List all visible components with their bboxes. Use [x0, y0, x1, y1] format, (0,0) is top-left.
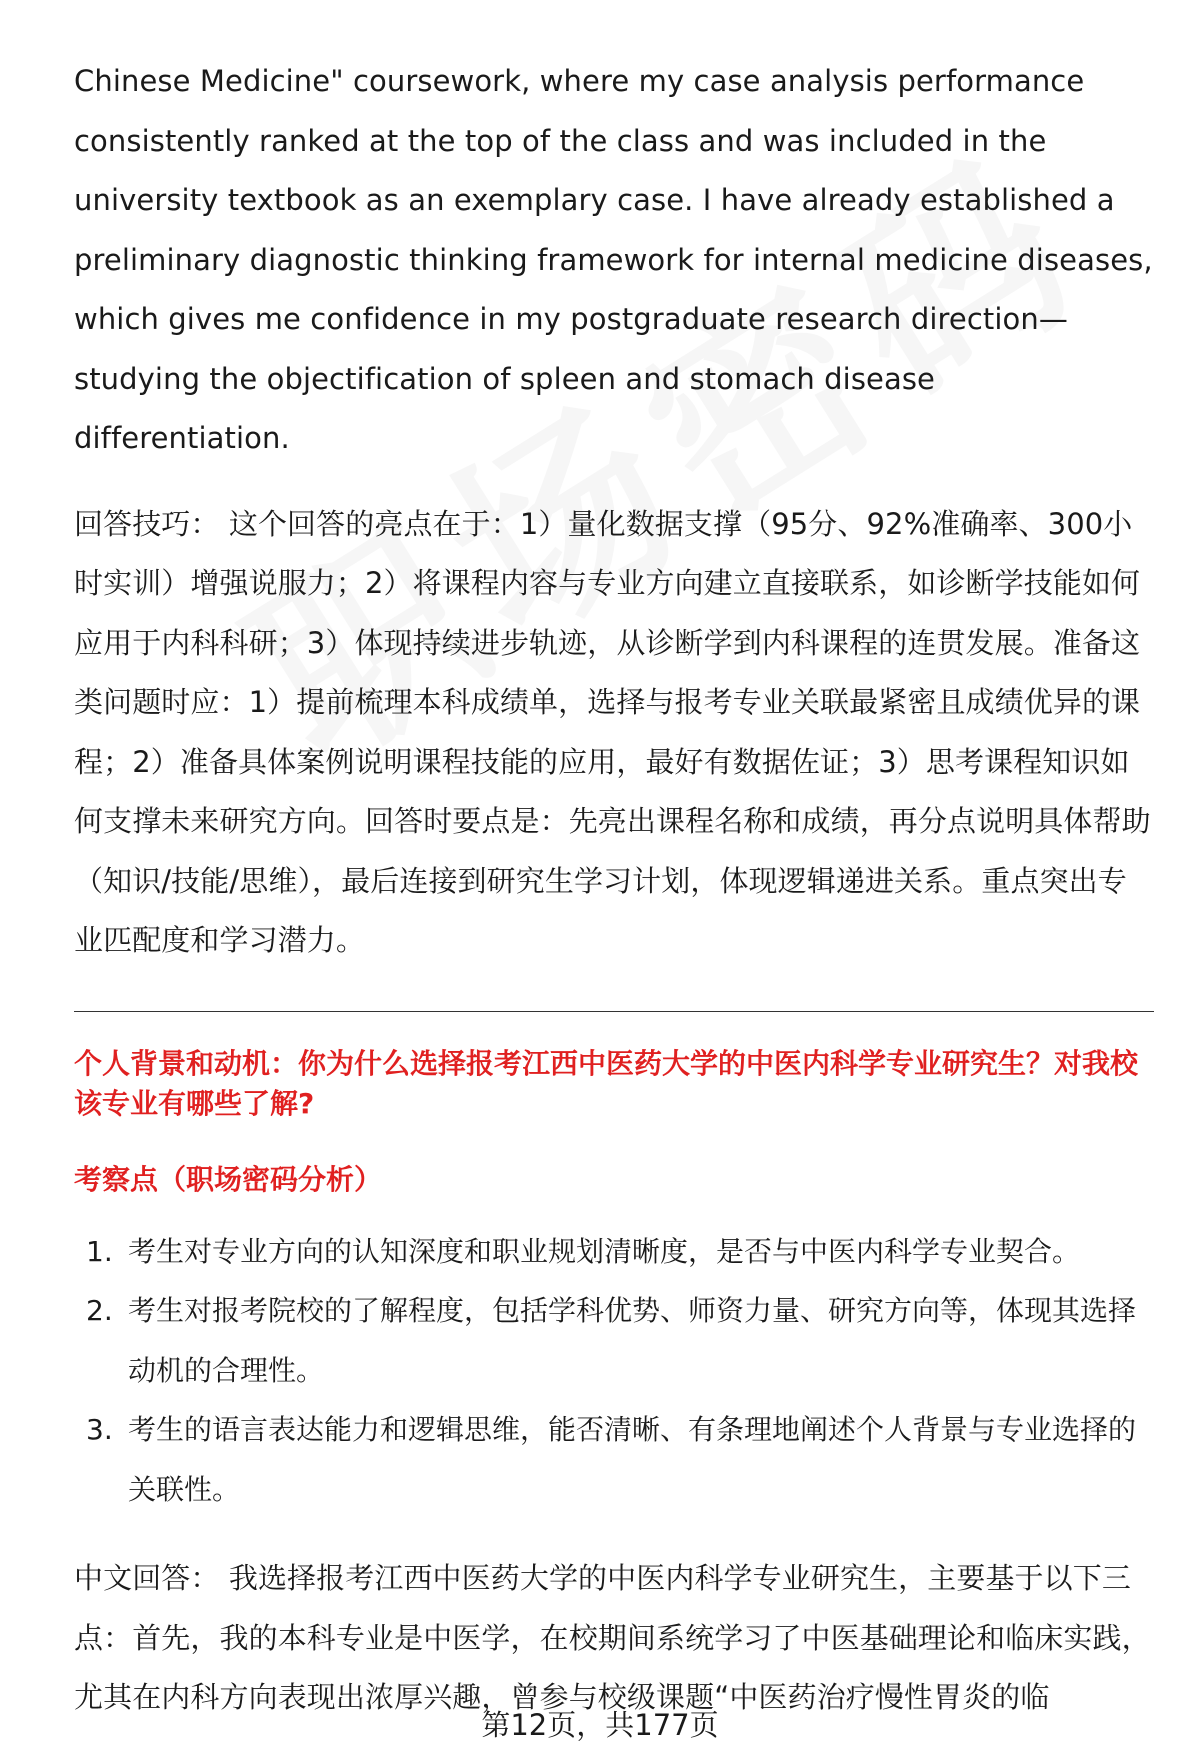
english-paragraph: [74, 52, 1154, 469]
list-item-text: 考生对专业方向的认知深度和职业规划清晰度，是否与中医内科学专业契合。: [128, 1234, 1081, 1268]
list-number: 1.: [86, 1234, 113, 1268]
list-item-text: 考生对报考院校的了解程度，包括学科优势、师资力量、研究方向等，体现其选择动机的合理性。: [128, 1294, 1137, 1387]
section-divider: [74, 1011, 1154, 1012]
assessment-points-list: [74, 1222, 1154, 1520]
list-number: 2.: [86, 1294, 113, 1327]
list-item: [74, 1281, 1154, 1400]
text-line: Chinese Medicine" coursework, where my case analysis performance: [74, 64, 1085, 98]
text-line: which gives me confidence in my postgraduate research direction—: [74, 302, 1068, 336]
answer-tips-text: 这个回答的亮点在于：1）量化数据支撑（95分、92%准确率、300小时实训）增强说服力；2）将课程内容与专业方向建立直接联系，如诊断学技能如何应用于内科科研；3）体现持续进步轨迹，从诊断学到内科课程的连贯发展。准备这类问题时应：1）提前梳理本科成绩单，选择与报考专业关联最紧密且成绩优异的课程；2）准备具体案例说明课程技能的应用，最好有数据佐证；3）思考课程知识如何支撑未来研究方向。回答时要点是：先亮出课程名称和成绩，再分点说明具体帮助（知识/技能/思维），最后连接到研究生学习计划，体现逻辑递进关系。重点突出专业匹配度和学习潜力。: [74, 506, 1151, 957]
text-line: consistently ranked at the top of the class and was included in the: [74, 123, 1047, 158]
text-line: preliminary diagnostic thinking framework for internal medicine diseases,: [74, 242, 1153, 277]
list-item: [74, 1222, 1154, 1282]
assessment-points-heading: 考察点（职场密码分析）: [74, 1162, 383, 1196]
question-heading: 个人背景和动机：你为什么选择报考江西中医药大学的中医内科学专业研究生？对我校该专业有哪些了解?: [74, 1046, 1139, 1120]
text-line: university textbook as an exemplary case. I have already established a: [74, 183, 1115, 217]
list-item: [74, 1400, 1154, 1519]
answer-tips-label: 回答技巧：: [74, 506, 220, 541]
page-number-footer: 第12页，共177页: [481, 1708, 719, 1742]
list-item-text: 考生的语言表达能力和逻辑思维，能否清晰、有条理地阐述个人背景与专业选择的关联性。: [128, 1413, 1137, 1506]
list-number: 3.: [86, 1413, 113, 1446]
chinese-answer-text: 我选择报考江西中医药大学的中医内科学专业研究生，主要基于以下三点：首先，我的本科专业是中医学，在校期间系统学习了中医基础理论和临床实践，尤其在内科方向表现出浓厚兴趣，曾参与校级课题“中医药治疗慢性胃炎的临: [74, 1561, 1151, 1714]
text-line: studying the objectification of spleen and stomach disease differentiation.: [74, 361, 936, 455]
document-page: [74, 52, 1154, 1728]
answer-tips-paragraph: [74, 495, 1154, 971]
chinese-answer-paragraph: [74, 1549, 1154, 1728]
chinese-answer-label: 中文回答：: [74, 1561, 220, 1595]
